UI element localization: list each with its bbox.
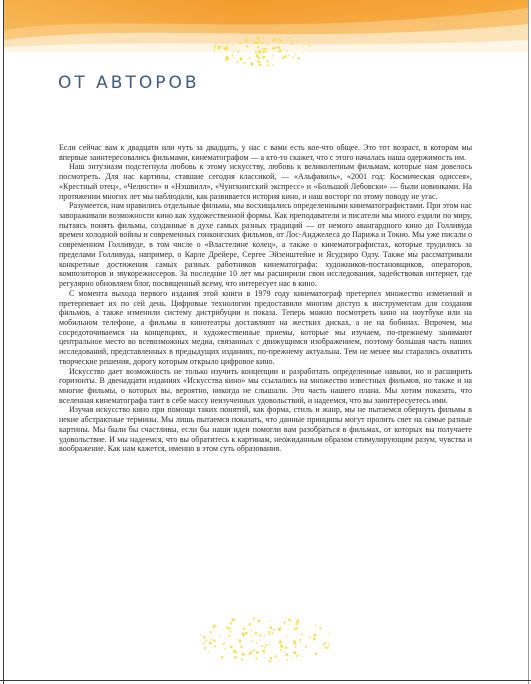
decorative-dot [257, 42, 259, 44]
decorative-dot [274, 655, 277, 658]
decorative-dot [288, 624, 289, 625]
decorative-dot [225, 46, 228, 49]
decorative-dot [262, 56, 265, 59]
decorative-dot [299, 641, 301, 643]
decorative-dot [237, 61, 239, 63]
decorative-dot [215, 625, 217, 627]
decorative-dot [262, 649, 265, 652]
decorative-dot [294, 652, 297, 655]
decorative-dot [301, 634, 303, 636]
decorative-dot [289, 37, 291, 39]
decorative-dot [224, 648, 225, 649]
decorative-dot [288, 618, 291, 621]
decorative-dot [305, 646, 307, 648]
decorative-dot [276, 46, 278, 48]
decorative-dot [263, 48, 266, 51]
decorative-dot [309, 636, 311, 638]
decorative-dot [254, 632, 257, 635]
decorative-dot [292, 651, 294, 653]
decorative-dot [243, 62, 245, 64]
decorative-dot [273, 629, 275, 631]
decorative-dot [285, 635, 286, 636]
decorative-dot [270, 657, 273, 660]
decorative-dot [258, 57, 260, 59]
decorative-dot [326, 646, 329, 649]
page-border-right [528, 0, 529, 684]
decorative-dot [232, 618, 235, 621]
decorative-dot [239, 42, 242, 45]
decorative-dot [221, 656, 224, 659]
decorative-dot [263, 51, 265, 53]
decorative-dot [232, 44, 233, 45]
decorative-dot [233, 57, 234, 58]
decorative-dot [226, 45, 227, 46]
decorative-dot [279, 37, 281, 39]
decorative-dot [256, 658, 258, 660]
decorative-dot [329, 633, 330, 635]
decorative-dot [286, 659, 288, 661]
decorative-dot [227, 627, 230, 630]
decorative-dot [327, 643, 329, 645]
decorative-dot [272, 55, 274, 57]
decorative-dot [275, 38, 276, 39]
decorative-dot [226, 56, 229, 59]
body-text [59, 143, 472, 454]
decorative-dot [245, 632, 247, 634]
decorative-dot [267, 43, 269, 45]
decorative-dot [259, 635, 261, 637]
decorative-dot [257, 619, 260, 622]
decorative-dot [295, 627, 298, 630]
decorative-dot [272, 39, 275, 42]
decorative-dot [230, 631, 231, 632]
decorative-dot [245, 39, 248, 42]
decorative-dot [288, 628, 289, 629]
decorative-dot [258, 64, 261, 66]
decorative-dot [204, 647, 207, 650]
decorative-dot [295, 623, 298, 626]
decorative-dot [209, 642, 212, 645]
decorative-dot [252, 618, 255, 620]
decorative-dot [299, 639, 301, 641]
decorative-dot [237, 51, 239, 53]
decorative-dot [230, 645, 233, 648]
decorative-dot [222, 46, 223, 47]
decorative-dot [251, 636, 253, 638]
decorative-dot [286, 637, 287, 638]
decorative-dot [280, 626, 282, 628]
decorative-dot [240, 645, 243, 648]
decorative-dot [259, 50, 262, 53]
decorative-dot [269, 660, 272, 662]
decorative-dot [263, 652, 264, 653]
decorative-dot [213, 639, 216, 642]
decorative-dot [262, 43, 264, 45]
decorative-dot [280, 649, 282, 651]
decorative-dot [296, 655, 298, 657]
decorative-dot [203, 636, 206, 639]
decorative-dot [259, 40, 261, 42]
decorative-dot [228, 635, 230, 637]
decorative-dot [315, 634, 317, 636]
decorative-dot [256, 55, 259, 58]
decorative-dot [322, 644, 324, 646]
decorative-dot [233, 51, 235, 53]
decorative-dot [250, 62, 253, 65]
decorative-dot [279, 39, 282, 42]
decorative-dot [218, 46, 220, 48]
decorative-dot [222, 643, 225, 646]
decorative-dot [246, 36, 247, 37]
decorative-dot [236, 652, 238, 654]
decorative-dot [227, 42, 229, 44]
decorative-dot [243, 628, 246, 631]
decorative-dot [324, 642, 326, 644]
decorative-dot [257, 46, 259, 48]
decorative-dot [284, 621, 286, 623]
paragraph: С момента выхода первого издания этой книги в 1979 году кинематограф претерпел множество изменений и претерпевает их по сей день. Цифровые технологии предоставили многим доступ к инструментам для создания фильмов, а также изменили систему дистрибуции и показа. Теперь можно посмотреть кино на ноутбуке или на мобильном телефоне, а фильмы в кинотеатры доставляют на жестких дисках, а не на бобинах. Впрочем, мы сосредоточиваемся на концепциях, и художественные приемы, которые мы изучаем, по-прежнему занимают центральное место во всевозможных медиа, связанных с движущимся изображением, поэтому большая часть наших исследований, представленных в предыдущих изданиях, по-прежнему актуальна. Тем не менее мы старались охватить творческие решения, дорогу которым открыло цифровое кино. [59, 288, 472, 366]
decorative-dot [232, 650, 235, 653]
page-title: ОТ АВТОРОВ [58, 73, 200, 93]
decorative-dot [284, 623, 285, 624]
decorative-dot [205, 640, 207, 642]
decorative-dot [242, 653, 245, 656]
decorative-dot [228, 58, 230, 60]
decorative-dot [329, 645, 330, 647]
decorative-dot [285, 653, 288, 656]
decorative-dot [283, 651, 284, 652]
decorative-dot [232, 55, 234, 57]
decorative-dot [269, 626, 272, 629]
decorative-dot [294, 647, 296, 649]
page-border-bottom [0, 680, 531, 681]
decorative-dot [239, 640, 242, 643]
decorative-dot [228, 45, 229, 46]
decorative-dot [286, 50, 288, 52]
decorative-dot [269, 620, 271, 622]
page-border-left [3, 0, 4, 684]
decorative-dot [219, 635, 221, 637]
paragraph: Изучая искусство кино при помощи таких понятий, как форма, стиль и жанр, мы не пытаемся обернуть фильмы в некие абстрактные термины. Мы лишь пытаемся показать, что данные принципы могут пролить свет на самые разные картины. Мы были бы счастливы, если бы наши идеи помогли вам разобраться в фильмах, от которых вы получаете удовольствие. И мы надеемся, что вы обратитесь к картинам, неожиданным образом стимулирующим разум, чувства и воображение. Как нам кажется, именно в этом суть образования. [59, 405, 472, 454]
decorative-dot [273, 47, 276, 50]
decorative-dot [303, 52, 304, 53]
decorative-dot [282, 57, 284, 59]
decorative-dot [278, 46, 281, 49]
decorative-dot [288, 54, 290, 56]
decorative-dot [302, 45, 304, 47]
decorative-dot [299, 654, 300, 655]
decorative-dot [215, 44, 217, 46]
decorative-dot [256, 37, 259, 40]
decorative-dot [279, 49, 282, 52]
decorative-dot [251, 640, 253, 642]
decorative-dot [285, 54, 287, 56]
decorative-dot [309, 51, 310, 52]
decorative-dot [261, 48, 262, 49]
decorative-dot [271, 632, 273, 634]
decorative-dot [302, 656, 303, 657]
decorative-dot [248, 623, 251, 626]
decorative-dot [241, 659, 243, 661]
paragraph: Наш энтузиазм подстегнула любовь к этому искусству, любовь к великолепным фильмам, которые нам довелось посмотреть. Для нас картины, ставшие сегодня классикой, — «Альфавиль», «2001 год: Космическая одиссея», «Крестный отец», «Челюсти» и «Нэшвилл», «Чунгкингский экспресс» и «Большой Лебовски» — были новинками. На протяжении многих лет мы наблюдали, как развивается история кино, и наш восторг по этому поводу не угас. [59, 162, 472, 201]
decorative-dot [222, 42, 223, 43]
decorative-dot [211, 639, 212, 640]
decorative-dot [280, 644, 283, 647]
decorative-dot [255, 51, 258, 54]
decorative-dot [313, 638, 316, 641]
decorative-dot [268, 633, 271, 636]
decorative-dot [292, 56, 294, 58]
decorative-dot [296, 40, 298, 42]
decorative-dot [296, 622, 297, 623]
decorative-dot [248, 652, 251, 655]
decorative-dot [269, 644, 270, 645]
decorative-dot [308, 45, 310, 47]
paragraph: Если сейчас вам к двадцати или чуть за двадцать, у нас с вами есть кое-что общее. Это тот возраст, в котором мы впервые заинтересовались фильмами, кинематографом — а кто-то скажет, что с этого началась наша одержимость им. [59, 143, 472, 162]
decorative-dot [291, 42, 293, 44]
decorative-dot [291, 657, 293, 659]
decorative-dot [208, 651, 210, 653]
decorative-dot [255, 41, 258, 44]
decorative-dot [263, 37, 265, 39]
decorative-dot [246, 45, 248, 47]
decorative-dot [278, 660, 279, 661]
decorative-dot [268, 631, 270, 633]
decorative-dot [234, 656, 237, 659]
decorative-dot [240, 58, 243, 61]
decorative-dot [261, 645, 263, 647]
decorative-dot [315, 625, 317, 627]
decorative-dot [236, 638, 237, 639]
decorative-dot [249, 57, 251, 59]
decorative-dot [294, 628, 296, 630]
decorative-dot [259, 61, 260, 62]
decorative-dot [272, 64, 274, 66]
decorative-dot [223, 47, 225, 49]
decorative-dot [256, 651, 259, 654]
decorative-dots-bottom [200, 618, 330, 662]
decorative-dot [261, 635, 263, 637]
decorative-dot [265, 51, 267, 53]
decorative-dot [292, 39, 294, 41]
decorative-dot [319, 627, 322, 630]
decorative-dot [224, 642, 226, 644]
decorative-dot [256, 642, 258, 644]
decorative-dot [279, 640, 282, 643]
decorative-dot [295, 645, 296, 646]
decorative-dot [285, 618, 287, 619]
paragraph: Искусство дает возможность не только изучить концепции и разработать определенные навыки, но и расширить горизонты. В двенадцати изданиях «Искусства кино» мы ссылались на множество известных фильмов, но также и на многие фильмы, о которых вы, вероятно, никогда не слышали. Это часть нашего плана. Мы хотим показать, что вселенная кинематографа таит в себе массу неизученных удовольствий, и надеемся, что вы заинтересуетесь ими. [59, 366, 472, 405]
decorative-dot [230, 622, 233, 625]
decorative-dot [214, 48, 215, 51]
decorative-dot [242, 632, 245, 635]
decorative-dot [266, 59, 269, 62]
decorative-dot [293, 640, 296, 643]
decorative-dot [294, 53, 296, 55]
decorative-dot [278, 628, 281, 631]
decorative-dots-top [214, 36, 314, 66]
decorative-dot [266, 48, 267, 49]
decorative-dot [209, 631, 211, 633]
decorative-dot [200, 634, 201, 635]
paragraph: Разумеется, нам нравились отдельные фильмы, мы восхищались определенными кинематографистами. При этом нас завораживали возможности кино как художественной формы. Как преподаватели и писатели мы много ездили по миру, пытаясь понять фильмы, созданные в духе самых разных традиций — от немого авангардного кино до Голливуда времен холодной войны и современных гонконгских фильмов, от Лос-Анджелеса до Парижа и Токио. Мы уже писали о современном Голливуде, в том числе о «Властелине колец», а также о кинематографистах, которые трудились за пределами Голливуда, например, о Карле Дрейере, Сергее Эйзенштейне и Ясудзиро Одзу. Также мы рассматривали конкретные достижения самых разных работников кинематографа: художников-постановщиков, операторов, композиторов и звукорежиссеров. За последние 10 лет мы расширили свои исследования, задействовав интернет, где регулярно обновляем блог, посвященный всему, что интересует нас в кино. [59, 201, 472, 289]
decorative-dot [264, 635, 266, 637]
decorative-dot [253, 649, 255, 651]
decorative-dot [251, 630, 253, 632]
decorative-dot [265, 644, 267, 646]
decorative-dot [264, 647, 266, 649]
decorative-dot [203, 642, 205, 644]
decorative-dot [298, 57, 300, 59]
decorative-dot [285, 646, 288, 649]
decorative-dot [297, 622, 299, 624]
decorative-dot [236, 60, 238, 62]
decorative-dot [214, 645, 216, 647]
decorative-dot [315, 653, 318, 656]
decorative-dot [267, 64, 269, 66]
